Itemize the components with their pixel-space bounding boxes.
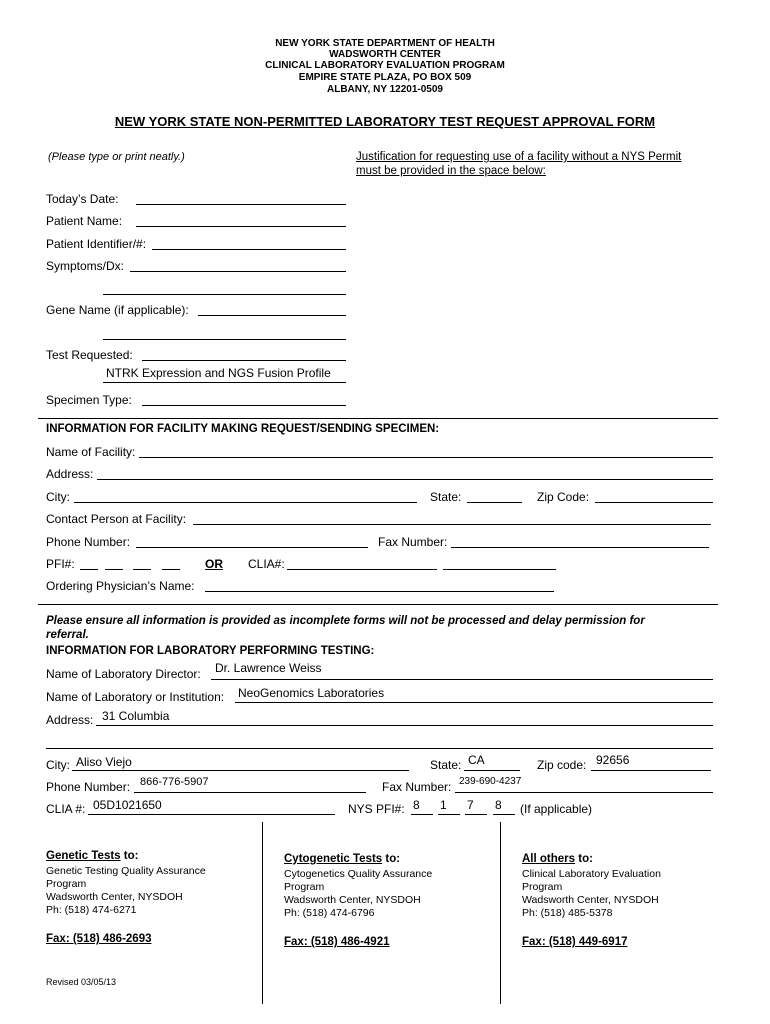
- lab-state-value[interactable]: CA: [468, 753, 485, 767]
- genetic-tests-contact: Genetic Tests to: Genetic Testing Quality Assurance Program Wadsworth Center, NYSDOH Ph: (518) 474-6271 Fax: (518) 486-2693: [46, 850, 256, 960]
- all-others-line-3: Wadsworth Center, NYSDOH: [522, 894, 659, 906]
- gene-name-field-line-2[interactable]: [103, 339, 346, 340]
- facility-state-label: State:: [430, 490, 462, 504]
- todays-date-label: Today’s Date:: [46, 192, 119, 206]
- lab-address-field-line-2[interactable]: [46, 748, 713, 749]
- center-name: WADSWORTH CENTER: [329, 49, 441, 60]
- section-divider-2: [38, 604, 718, 605]
- lab-pfi-digit-4[interactable]: 8: [495, 798, 502, 812]
- facility-pfi-digit-1[interactable]: [80, 569, 98, 570]
- facility-name-field[interactable]: [139, 457, 713, 458]
- column-divider-1: [262, 822, 263, 1004]
- lab-phone-value[interactable]: 866-776-5907: [140, 776, 209, 788]
- cytogenetic-line-1: Cytogenetics Quality Assurance: [284, 868, 433, 880]
- gene-name-field[interactable]: [198, 315, 346, 316]
- lab-director-field: [211, 679, 713, 680]
- column-divider-2: [500, 822, 501, 1004]
- lab-pfi-underline-3: [465, 814, 487, 815]
- genetic-line-2: Program: [46, 878, 87, 890]
- lab-clia-field: [88, 814, 335, 815]
- lab-institution-field: [235, 702, 713, 703]
- cytogenetic-line-2: Program: [284, 881, 325, 893]
- ordering-physician-label: Ordering Physician’s Name:: [46, 579, 195, 593]
- facility-address-field[interactable]: [97, 479, 713, 480]
- warning-line-2: referral.: [46, 629, 89, 641]
- cytogenetic-tests-contact: Cytogenetic Tests to: Cytogenetics Quality Assurance Program Wadsworth Center, NYSDOH Ph: (518) 474-6796 Fax: (518) 486-4921: [284, 853, 494, 963]
- all-others-heading: All others: [522, 853, 576, 865]
- facility-section-heading: INFORMATION FOR FACILITY MAKING REQUEST/SENDING SPECIMEN:: [46, 423, 440, 435]
- genetic-line-3: Wadsworth Center, NYSDOH: [46, 891, 183, 903]
- facility-zip-label: Zip Code:: [537, 490, 590, 504]
- lab-address-label: Address:: [46, 713, 94, 727]
- all-others-line-1: Clinical Laboratory Evaluation: [522, 868, 661, 880]
- revised-date: Revised 03/05/13: [46, 977, 117, 987]
- facility-fax-label: Fax Number:: [378, 535, 448, 549]
- symptoms-label: Symptoms/Dx:: [46, 259, 125, 273]
- facility-fax-field[interactable]: [451, 547, 709, 548]
- contact-person-label: Contact Person at Facility:: [46, 512, 187, 526]
- all-others-line-4: Ph: (518) 485-5378: [522, 907, 613, 919]
- lab-pfi-digit-3[interactable]: 7: [467, 798, 474, 812]
- justification-line-1: Justification for requesting use of a facility without a NYS Permit: [356, 151, 682, 163]
- lab-address-field: [96, 725, 713, 726]
- form-title: NEW YORK STATE NON-PERMITTED LABORATORY TEST REQUEST APPROVAL FORM: [114, 114, 656, 129]
- facility-clia-field-2[interactable]: [443, 569, 556, 570]
- facility-pfi-label: PFI#:: [46, 557, 75, 571]
- lab-pfi-digit-1[interactable]: 8: [413, 798, 420, 812]
- lab-zip-value[interactable]: 92656: [596, 753, 630, 767]
- lab-institution-label: Name of Laboratory or Institution:: [46, 690, 225, 704]
- lab-state-field: [464, 770, 520, 771]
- facility-pfi-digit-3[interactable]: [133, 569, 151, 570]
- all-others-line-2: Program: [522, 881, 563, 893]
- facility-pfi-digit-2[interactable]: [105, 569, 123, 570]
- specimen-type-label: Specimen Type:: [46, 393, 132, 407]
- lab-phone-field: [134, 792, 366, 793]
- lab-pfi-note: (If applicable): [520, 802, 593, 816]
- lab-state-label: State:: [430, 758, 462, 772]
- test-requested-field-line-2: [103, 382, 346, 383]
- patient-name-label: Patient Name:: [46, 214, 123, 228]
- specimen-type-field[interactable]: [142, 405, 346, 406]
- facility-clia-field-1[interactable]: [287, 569, 437, 570]
- test-requested-field[interactable]: [142, 360, 346, 361]
- lab-zip-label: Zip code:: [537, 758, 587, 772]
- warning-line-1: Please ensure all information is provided as incomplete forms will not be processed and delay permission for: [46, 615, 645, 627]
- program-name: CLINICAL LABORATORY EVALUATION PROGRAM: [265, 60, 505, 71]
- lab-director-label: Name of Laboratory Director:: [46, 667, 201, 681]
- lab-section-heading: INFORMATION FOR LABORATORY PERFORMING TESTING:: [46, 645, 375, 657]
- lab-director-value[interactable]: Dr. Lawrence Weiss: [215, 661, 322, 675]
- justification-line-2: must be provided in the space below:: [356, 165, 546, 177]
- facility-name-label: Name of Facility:: [46, 445, 136, 459]
- genetic-fax: Fax: (518) 486-2693: [46, 933, 152, 945]
- facility-state-field[interactable]: [467, 502, 522, 503]
- facility-phone-label: Phone Number:: [46, 535, 131, 549]
- lab-city-label: City:: [46, 758, 70, 772]
- todays-date-field[interactable]: [136, 204, 346, 205]
- lab-zip-field: [591, 770, 711, 771]
- cytogenetic-line-4: Ph: (518) 474-6796: [284, 907, 375, 919]
- facility-city-label: City:: [46, 490, 70, 504]
- gene-name-label: Gene Name (if applicable):: [46, 303, 189, 317]
- lab-address-value[interactable]: 31 Columbia: [102, 709, 170, 723]
- facility-pfi-digit-4[interactable]: [162, 569, 180, 570]
- facility-zip-field[interactable]: [595, 502, 713, 503]
- lab-clia-value[interactable]: 05D1021650: [93, 798, 162, 812]
- cytogenetic-fax: Fax: (518) 486-4921: [284, 936, 390, 948]
- symptoms-field[interactable]: [130, 271, 346, 272]
- test-requested-label: Test Requested:: [46, 348, 133, 362]
- all-others-fax: Fax: (518) 449-6917: [522, 936, 628, 948]
- agency-address: EMPIRE STATE PLAZA, PO BOX 509: [298, 72, 472, 83]
- lab-phone-label: Phone Number:: [46, 780, 131, 794]
- lab-institution-value[interactable]: NeoGenomics Laboratories: [238, 686, 385, 700]
- section-divider-1: [38, 418, 718, 419]
- patient-id-field[interactable]: [152, 249, 346, 250]
- contact-person-field[interactable]: [193, 524, 711, 525]
- genetic-line-1: Genetic Testing Quality Assurance: [46, 865, 206, 877]
- all-others-contact: All others to: Clinical Laboratory Evaluation Program Wadsworth Center, NYSDOH Ph: (518) 485-5378 Fax: (518) 449-6917: [522, 853, 732, 963]
- lab-pfi-digit-2[interactable]: 1: [440, 798, 447, 812]
- lab-city-value[interactable]: Aliso Viejo: [76, 755, 132, 769]
- genetic-tests-heading: Genetic Tests: [46, 850, 121, 862]
- ordering-physician-field[interactable]: [205, 591, 554, 592]
- lab-pfi-label: NYS PFI#:: [348, 802, 405, 816]
- agency-city: ALBANY, NY 12201-0509: [327, 84, 443, 95]
- lab-clia-label: CLIA #:: [46, 802, 86, 816]
- lab-pfi-underline-1: [411, 814, 433, 815]
- lab-city-field: [72, 770, 409, 771]
- genetic-line-4: Ph: (518) 474-6271: [46, 904, 137, 916]
- lab-fax-label: Fax Number:: [382, 780, 452, 794]
- facility-clia-label: CLIA#:: [248, 557, 285, 571]
- instructions: (Please type or print neatly.): [48, 151, 185, 163]
- or-separator: OR: [205, 557, 223, 571]
- cytogenetic-line-3: Wadsworth Center, NYSDOH: [284, 894, 421, 906]
- patient-name-field[interactable]: [136, 226, 346, 227]
- symptoms-field-line-2[interactable]: [103, 294, 346, 295]
- agency-name: NEW YORK STATE DEPARTMENT OF HEALTH: [275, 38, 495, 49]
- facility-address-label: Address:: [46, 467, 94, 481]
- patient-id-label: Patient Identifier/#:: [46, 237, 147, 251]
- lab-pfi-underline-4: [493, 814, 515, 815]
- cytogenetic-tests-heading: Cytogenetic Tests: [284, 853, 383, 865]
- facility-phone-field[interactable]: [136, 547, 368, 548]
- lab-pfi-underline-2: [438, 814, 460, 815]
- facility-city-field[interactable]: [74, 502, 417, 503]
- lab-fax-field: [455, 792, 713, 793]
- lab-fax-value[interactable]: 239-690-4237: [459, 776, 522, 787]
- test-requested-value[interactable]: NTRK Expression and NGS Fusion Profile: [106, 366, 331, 380]
